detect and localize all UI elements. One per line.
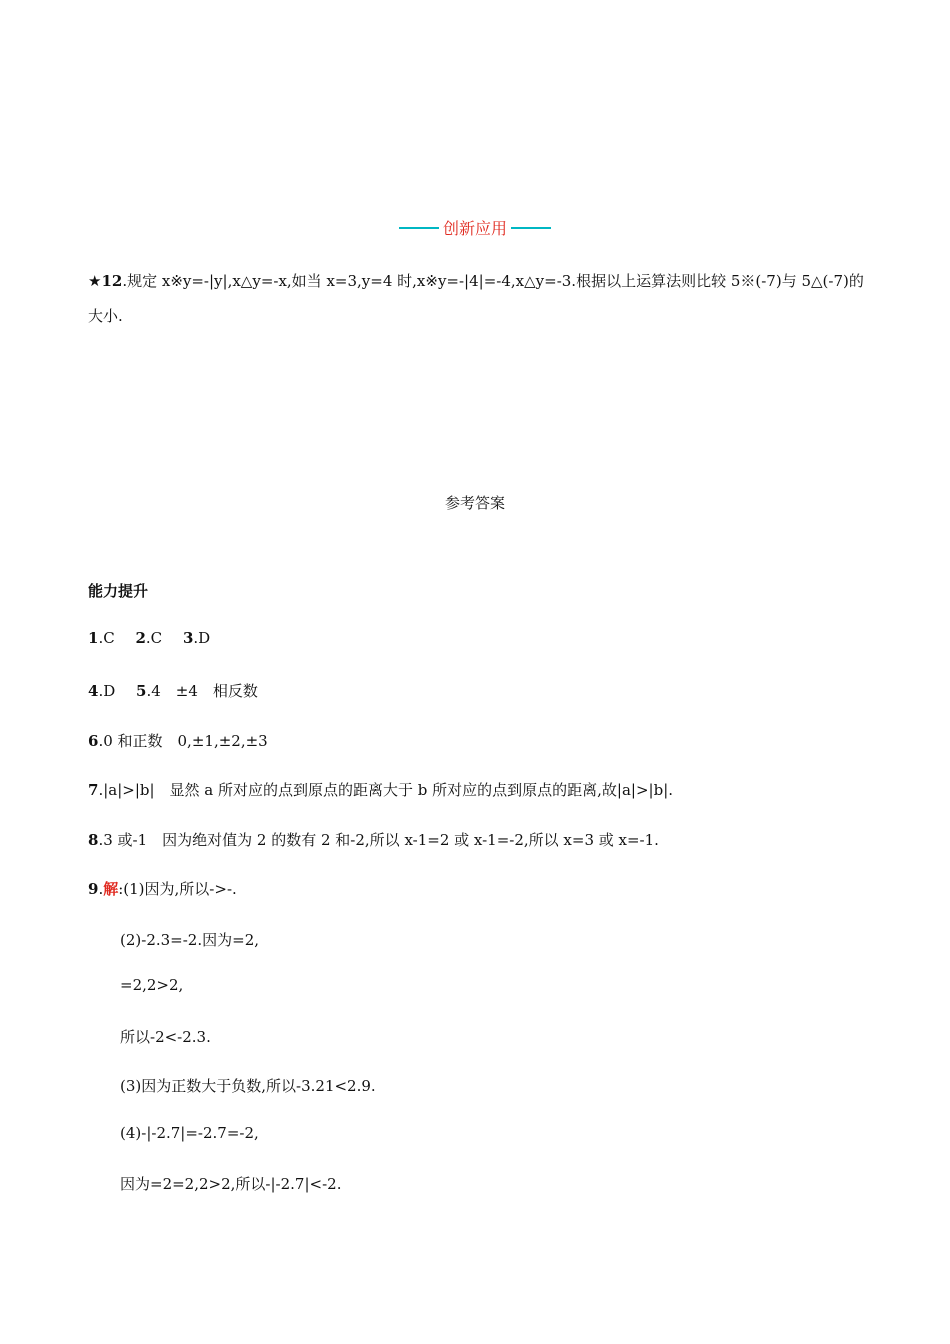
question-number: 12 <box>101 272 123 290</box>
answer-9-line: (3)因为正数大于负数,所以-3.21<2.9. <box>120 1077 376 1095</box>
answer-8 <box>88 829 659 850</box>
answer-text: .4 ±4 相反数 <box>146 682 258 700</box>
section-title: 创新应用 <box>442 219 507 238</box>
answer-row-1 <box>88 629 210 647</box>
answer-text: .C <box>98 629 115 647</box>
answer-text: .3 或-1 因为绝对值为 2 的数有 2 和-2,所以 x-1=2 或 x-1=-2,所以 x=3 或 x=-1. <box>98 831 659 849</box>
answers-title: 参考答案 <box>444 494 505 512</box>
answer-number: 9 <box>88 880 99 898</box>
answer-text: .0 和正数 0,±1,±2,±3 <box>98 732 268 750</box>
question-12 <box>88 270 888 291</box>
answer-9-line: 因为=2=2,2>2,所以-|-2.7|<-2. <box>120 1175 342 1193</box>
answer-text: :(1)因为,所以->-. <box>118 880 237 898</box>
answer-row-2 <box>88 680 258 701</box>
answer-9-line: =2,2>2, <box>120 976 184 994</box>
question-text: .规定 x※y=-|y|,x△y=-x,如当 x=3,y=4 时,x※y=-|4|=-4,x△y=-3.根据以上运算法则比较 5※(-7)与 5△(-7)的 <box>122 272 864 290</box>
section-header <box>0 216 950 239</box>
star-icon: ★ <box>88 272 102 290</box>
header-rule-left <box>399 227 439 229</box>
answer-6 <box>88 730 268 751</box>
answer-9-line: 所以-2<-2.3. <box>120 1028 211 1046</box>
answer-text: .C <box>145 629 163 647</box>
answer-7 <box>88 779 673 800</box>
answer-9-line: (4)-|-2.7|=-2.7=-2, <box>120 1124 259 1142</box>
question-12-continued: 大小. <box>88 307 123 325</box>
answer-9 <box>88 878 237 899</box>
answer-number: 5 <box>136 682 147 700</box>
answer-number: 3 <box>182 629 194 647</box>
answer-number: 6 <box>88 732 99 750</box>
answer-number: 1 <box>88 629 99 647</box>
answer-sep: . <box>98 880 104 898</box>
solution-label: 解 <box>103 880 119 898</box>
answer-9-line: (2)-2.3=-2.因为=2, <box>120 931 259 949</box>
subsection-title: 能力提升 <box>88 582 149 600</box>
answer-text: .D <box>193 629 211 647</box>
answer-number: 2 <box>135 629 146 647</box>
answer-number: 7 <box>88 781 99 799</box>
answer-text: .D <box>98 682 116 700</box>
header-rule-right <box>511 227 551 229</box>
answer-number: 8 <box>88 831 99 849</box>
answer-text: .|a|>|b| 显然 a 所对应的点到原点的距离大于 b 所对应的点到原点的距离,故|a|>|b|. <box>98 781 674 799</box>
answer-number: 4 <box>88 682 99 700</box>
